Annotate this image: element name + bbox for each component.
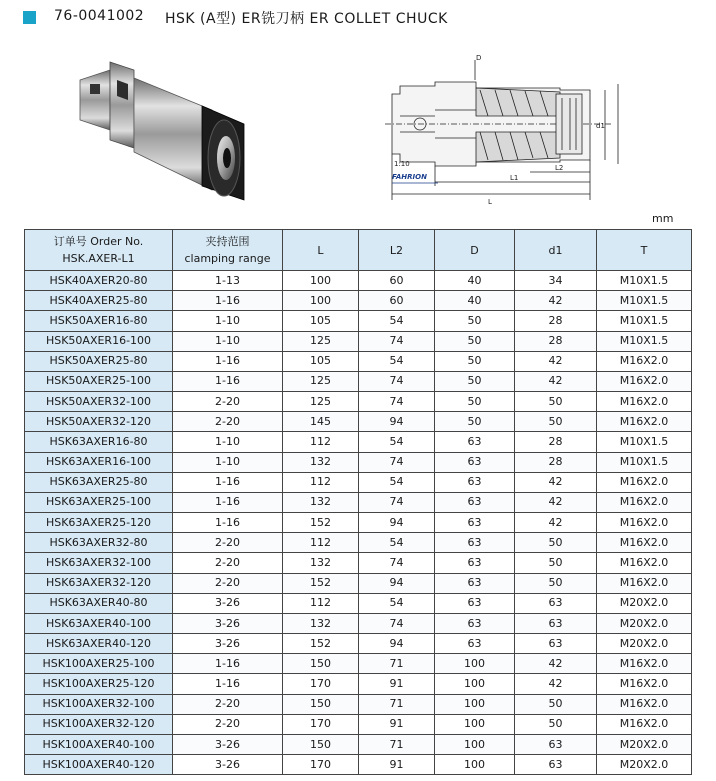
cell-clamping-range: 3-26 xyxy=(173,634,283,654)
table-row xyxy=(25,553,692,573)
table-row xyxy=(25,533,692,553)
table-row xyxy=(25,271,692,291)
cell-L: 125 xyxy=(283,331,359,351)
product-code: 76-0041002 xyxy=(54,8,145,24)
cell-D: 100 xyxy=(435,714,515,734)
cell-L2: 60 xyxy=(359,271,435,291)
cell-L: 152 xyxy=(283,573,359,593)
table-row xyxy=(25,351,692,371)
cell-T: M10X1.5 xyxy=(597,271,692,291)
col-L: L xyxy=(283,230,359,271)
unit-label: mm xyxy=(652,212,674,225)
table-row xyxy=(25,613,692,633)
col-d1: d1 xyxy=(515,230,597,271)
brand-logo: FAHRION xyxy=(392,173,427,181)
cell-D: 50 xyxy=(435,412,515,432)
technical-drawing xyxy=(380,54,630,214)
cell-order-no: HSK63AXER40-100 xyxy=(25,613,173,633)
col-order-no xyxy=(25,230,173,271)
cell-D: 63 xyxy=(435,492,515,512)
cell-order-no: HSK63AXER40-80 xyxy=(25,593,173,613)
cell-clamping-range: 2-20 xyxy=(173,694,283,714)
cell-order-no: HSK63AXER32-120 xyxy=(25,573,173,593)
cell-T: M16X2.0 xyxy=(597,351,692,371)
table-row xyxy=(25,674,692,694)
cell-L2: 91 xyxy=(359,755,435,775)
cell-T: M16X2.0 xyxy=(597,553,692,573)
cell-order-no: HSK63AXER32-80 xyxy=(25,533,173,553)
cell-L: 112 xyxy=(283,533,359,553)
cell-T: M16X2.0 xyxy=(597,472,692,492)
cell-D: 63 xyxy=(435,452,515,472)
cell-L: 105 xyxy=(283,351,359,371)
cell-order-no: HSK100AXER25-100 xyxy=(25,654,173,674)
table-row xyxy=(25,573,692,593)
cell-clamping-range: 3-26 xyxy=(173,593,283,613)
col-L2: L2 xyxy=(359,230,435,271)
cell-clamping-range: 1-10 xyxy=(173,331,283,351)
cell-d1: 28 xyxy=(515,432,597,452)
cell-L2: 94 xyxy=(359,412,435,432)
cell-T: M20X2.0 xyxy=(597,734,692,754)
cell-T: M16X2.0 xyxy=(597,371,692,391)
cell-d1: 28 xyxy=(515,331,597,351)
table-row xyxy=(25,654,692,674)
cell-order-no: HSK100AXER40-100 xyxy=(25,734,173,754)
product-photo xyxy=(62,40,262,210)
cell-L: 100 xyxy=(283,291,359,311)
cell-L2: 91 xyxy=(359,714,435,734)
cell-L: 170 xyxy=(283,714,359,734)
cell-L2: 60 xyxy=(359,291,435,311)
cell-T: M10X1.5 xyxy=(597,452,692,472)
cell-D: 63 xyxy=(435,613,515,633)
cell-order-no: HSK40AXER20-80 xyxy=(25,271,173,291)
table-row xyxy=(25,331,692,351)
cell-T: M10X1.5 xyxy=(597,291,692,311)
cell-D: 40 xyxy=(435,291,515,311)
col-clamping-en: clamping range xyxy=(184,252,271,265)
table-row xyxy=(25,472,692,492)
cell-d1: 50 xyxy=(515,714,597,734)
cell-L2: 74 xyxy=(359,553,435,573)
cell-D: 50 xyxy=(435,311,515,331)
cell-clamping-range: 1-16 xyxy=(173,674,283,694)
cell-L: 170 xyxy=(283,755,359,775)
cell-order-no: HSK50AXER16-100 xyxy=(25,331,173,351)
cell-T: M20X2.0 xyxy=(597,634,692,654)
table-row xyxy=(25,734,692,754)
drawing-label-D: D xyxy=(476,54,482,62)
cell-order-no: HSK50AXER25-100 xyxy=(25,371,173,391)
col-order-no-en: HSK.AXER-L1 xyxy=(62,252,135,265)
cell-T: M10X1.5 xyxy=(597,311,692,331)
drawing-label-d1: d1 xyxy=(596,122,605,130)
cell-L: 132 xyxy=(283,553,359,573)
cell-L: 112 xyxy=(283,432,359,452)
cell-clamping-range: 3-26 xyxy=(173,734,283,754)
cell-T: M16X2.0 xyxy=(597,694,692,714)
cell-D: 100 xyxy=(435,755,515,775)
cell-T: M16X2.0 xyxy=(597,573,692,593)
cell-L: 105 xyxy=(283,311,359,331)
cell-order-no: HSK63AXER32-100 xyxy=(25,553,173,573)
product-title: HSK (A型) ER铣刀柄 ER COLLET CHUCK xyxy=(165,11,448,27)
cell-clamping-range: 2-20 xyxy=(173,392,283,412)
cell-L: 150 xyxy=(283,694,359,714)
cell-d1: 42 xyxy=(515,513,597,533)
table-row xyxy=(25,714,692,734)
drawing-label-ratio: 1:10 xyxy=(394,160,410,168)
cell-order-no: HSK50AXER32-100 xyxy=(25,392,173,412)
cell-d1: 50 xyxy=(515,573,597,593)
cell-D: 100 xyxy=(435,654,515,674)
cell-L2: 71 xyxy=(359,654,435,674)
cell-L: 150 xyxy=(283,654,359,674)
cell-clamping-range: 1-10 xyxy=(173,432,283,452)
drawing-label-L1: L1 xyxy=(510,174,519,182)
cell-clamping-range: 1-10 xyxy=(173,452,283,472)
cell-d1: 42 xyxy=(515,371,597,391)
drive-slot xyxy=(90,84,100,94)
cell-clamping-range: 1-16 xyxy=(173,472,283,492)
drawing-label-L: L xyxy=(488,198,492,206)
cell-d1: 50 xyxy=(515,392,597,412)
cell-L2: 94 xyxy=(359,513,435,533)
cell-order-no: HSK63AXER25-80 xyxy=(25,472,173,492)
cell-clamping-range: 1-13 xyxy=(173,271,283,291)
cell-L2: 74 xyxy=(359,371,435,391)
drawing-label-L2: L2 xyxy=(555,164,564,172)
cell-order-no: HSK63AXER40-120 xyxy=(25,634,173,654)
cell-clamping-range: 1-16 xyxy=(173,291,283,311)
cell-d1: 50 xyxy=(515,553,597,573)
cell-T: M16X2.0 xyxy=(597,392,692,412)
cell-clamping-range: 1-16 xyxy=(173,513,283,533)
page-header xyxy=(0,0,716,34)
cell-d1: 63 xyxy=(515,593,597,613)
cell-T: M16X2.0 xyxy=(597,674,692,694)
cell-d1: 42 xyxy=(515,472,597,492)
cell-L: 145 xyxy=(283,412,359,432)
cell-T: M10X1.5 xyxy=(597,331,692,351)
cell-T: M16X2.0 xyxy=(597,492,692,512)
table-row xyxy=(25,694,692,714)
cell-order-no: HSK50AXER32-120 xyxy=(25,412,173,432)
cell-order-no: HSK63AXER25-120 xyxy=(25,513,173,533)
cell-L2: 71 xyxy=(359,694,435,714)
table-row xyxy=(25,492,692,512)
cell-L2: 94 xyxy=(359,573,435,593)
cell-d1: 63 xyxy=(515,613,597,633)
cell-D: 100 xyxy=(435,674,515,694)
cell-clamping-range: 1-16 xyxy=(173,492,283,512)
cell-order-no: HSK50AXER16-80 xyxy=(25,311,173,331)
table-row xyxy=(25,452,692,472)
cell-L: 152 xyxy=(283,513,359,533)
cell-L: 132 xyxy=(283,613,359,633)
cell-clamping-range: 1-10 xyxy=(173,311,283,331)
cell-D: 63 xyxy=(435,513,515,533)
cell-order-no: HSK100AXER25-120 xyxy=(25,674,173,694)
cell-d1: 42 xyxy=(515,351,597,371)
cell-D: 63 xyxy=(435,573,515,593)
cell-L2: 54 xyxy=(359,311,435,331)
cell-clamping-range: 2-20 xyxy=(173,533,283,553)
cell-L2: 94 xyxy=(359,634,435,654)
cell-d1: 50 xyxy=(515,533,597,553)
cell-d1: 42 xyxy=(515,654,597,674)
table-row xyxy=(25,412,692,432)
cell-D: 63 xyxy=(435,432,515,452)
cell-L2: 74 xyxy=(359,331,435,351)
cell-d1: 63 xyxy=(515,755,597,775)
cell-clamping-range: 1-16 xyxy=(173,351,283,371)
cell-L2: 54 xyxy=(359,472,435,492)
cell-L: 112 xyxy=(283,472,359,492)
cell-L2: 54 xyxy=(359,533,435,553)
cell-d1: 42 xyxy=(515,492,597,512)
cell-clamping-range: 2-20 xyxy=(173,573,283,593)
cell-D: 50 xyxy=(435,351,515,371)
cell-D: 100 xyxy=(435,734,515,754)
col-order-no-cn: 订单号 Order No. xyxy=(53,235,144,248)
cell-D: 63 xyxy=(435,593,515,613)
cell-clamping-range: 1-16 xyxy=(173,654,283,674)
cell-L2: 74 xyxy=(359,392,435,412)
cell-order-no: HSK100AXER32-100 xyxy=(25,694,173,714)
cell-D: 50 xyxy=(435,392,515,412)
cell-clamping-range: 2-20 xyxy=(173,553,283,573)
cell-L2: 91 xyxy=(359,674,435,694)
header-marker-icon xyxy=(23,11,36,24)
cell-L2: 54 xyxy=(359,432,435,452)
cell-T: M16X2.0 xyxy=(597,412,692,432)
cell-d1: 63 xyxy=(515,634,597,654)
cell-L: 125 xyxy=(283,392,359,412)
table-row xyxy=(25,392,692,412)
cell-T: M20X2.0 xyxy=(597,613,692,633)
cell-L2: 74 xyxy=(359,452,435,472)
table-row xyxy=(25,432,692,452)
col-clamping-cn: 夹持范围 xyxy=(205,235,250,248)
table-row xyxy=(25,755,692,775)
cell-L: 125 xyxy=(283,371,359,391)
cell-T: M10X1.5 xyxy=(597,432,692,452)
cell-order-no: HSK63AXER16-80 xyxy=(25,432,173,452)
cell-order-no: HSK40AXER25-80 xyxy=(25,291,173,311)
cell-d1: 28 xyxy=(515,452,597,472)
cell-D: 63 xyxy=(435,634,515,654)
cell-D: 63 xyxy=(435,553,515,573)
cell-T: M16X2.0 xyxy=(597,513,692,533)
table-row xyxy=(25,371,692,391)
cell-clamping-range: 2-20 xyxy=(173,714,283,734)
cell-D: 100 xyxy=(435,694,515,714)
cell-D: 63 xyxy=(435,533,515,553)
table-row xyxy=(25,634,692,654)
cell-d1: 63 xyxy=(515,734,597,754)
cell-T: M16X2.0 xyxy=(597,654,692,674)
col-clamping-range xyxy=(173,230,283,271)
cell-D: 63 xyxy=(435,472,515,492)
spec-table xyxy=(24,229,692,775)
cell-order-no: HSK100AXER40-120 xyxy=(25,755,173,775)
cell-d1: 42 xyxy=(515,291,597,311)
cell-clamping-range: 3-26 xyxy=(173,613,283,633)
col-T: T xyxy=(597,230,692,271)
cell-D: 40 xyxy=(435,271,515,291)
table-header-row xyxy=(25,230,692,271)
cell-T: M16X2.0 xyxy=(597,533,692,553)
cell-d1: 28 xyxy=(515,311,597,331)
table-row xyxy=(25,291,692,311)
cell-d1: 50 xyxy=(515,412,597,432)
cell-clamping-range: 2-20 xyxy=(173,412,283,432)
cell-L: 170 xyxy=(283,674,359,694)
cell-L2: 54 xyxy=(359,351,435,371)
table-row xyxy=(25,513,692,533)
cell-D: 50 xyxy=(435,371,515,391)
cell-L: 112 xyxy=(283,593,359,613)
cell-order-no: HSK63AXER16-100 xyxy=(25,452,173,472)
cell-L: 152 xyxy=(283,634,359,654)
table-row xyxy=(25,311,692,331)
table-row xyxy=(25,593,692,613)
cell-clamping-range: 3-26 xyxy=(173,755,283,775)
cell-T: M20X2.0 xyxy=(597,593,692,613)
spec-table-body xyxy=(25,271,692,775)
cell-clamping-range: 1-16 xyxy=(173,371,283,391)
cell-L2: 74 xyxy=(359,492,435,512)
cell-L: 132 xyxy=(283,492,359,512)
cell-L: 100 xyxy=(283,271,359,291)
cell-T: M16X2.0 xyxy=(597,714,692,734)
cell-L: 150 xyxy=(283,734,359,754)
col-D: D xyxy=(435,230,515,271)
cell-d1: 50 xyxy=(515,694,597,714)
cell-L2: 71 xyxy=(359,734,435,754)
cell-order-no: HSK50AXER25-80 xyxy=(25,351,173,371)
cell-order-no: HSK100AXER32-120 xyxy=(25,714,173,734)
cell-L: 132 xyxy=(283,452,359,472)
cell-T: M20X2.0 xyxy=(597,755,692,775)
cell-L2: 74 xyxy=(359,613,435,633)
cell-L2: 54 xyxy=(359,593,435,613)
cell-D: 50 xyxy=(435,331,515,351)
cell-d1: 34 xyxy=(515,271,597,291)
cell-order-no: HSK63AXER25-100 xyxy=(25,492,173,512)
cell-d1: 42 xyxy=(515,674,597,694)
